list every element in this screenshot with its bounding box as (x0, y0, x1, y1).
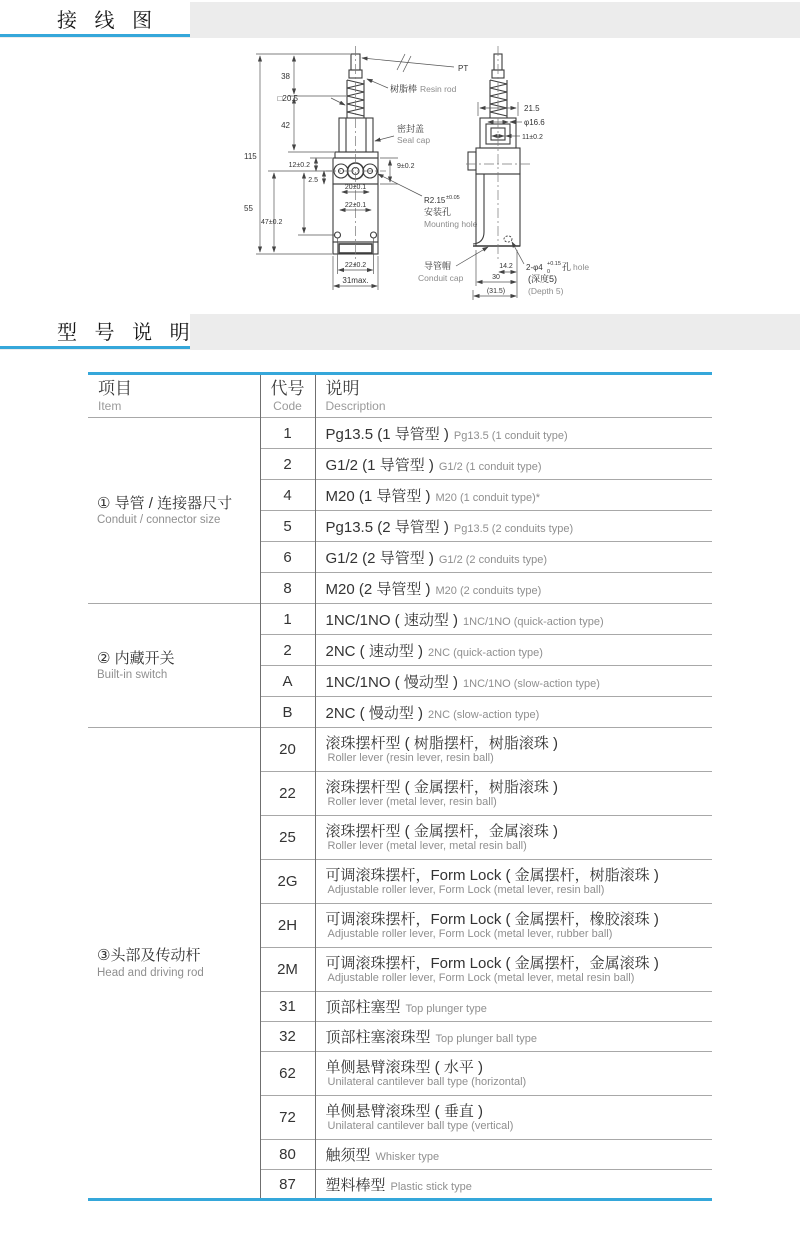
code-cell: 25 (260, 816, 315, 860)
dim-21-5: 21.5 (524, 104, 540, 113)
description-cell: 可调滚珠摆杆，Form Lock ( 金属摆杆，金属滚珠 ) Adjustable roller lever, Form Lock (metal lever, metal resin ball) (315, 948, 712, 992)
dim-20: 20±0.1 (344, 184, 367, 191)
code-cell: 72 (260, 1096, 315, 1140)
description-cell: 2NC ( 慢动型 ) 2NC (slow-action type) (315, 697, 712, 728)
dim-31max: 31max. (342, 276, 369, 285)
dim-2-5: 2.5 (308, 177, 318, 184)
dim-30: 30 (492, 274, 500, 281)
label-hole-prefix: 2-φ4 (526, 263, 543, 272)
description-cell: Pg13.5 (1 导管型 ) Pg13.5 (1 conduit type) (315, 418, 712, 449)
label-hole-en: hole (573, 262, 590, 272)
label-hole-depth-cn: (深度5) (528, 274, 557, 284)
label-seal-cap-cn: 密封盖 (397, 124, 425, 134)
code-cell: 31 (260, 992, 315, 1022)
table-row (88, 728, 712, 772)
dimension-drawing (240, 44, 760, 306)
dim-20-5-square: □20.5 (277, 94, 298, 103)
label-conduit-cn: 导管帽 (424, 261, 452, 271)
label-hole-sub: 0 (547, 269, 551, 275)
dim-42: 42 (281, 121, 290, 130)
description-cell: 塑料棒型 Plastic stick type (315, 1170, 712, 1200)
front-view-dimensions (244, 54, 418, 290)
dim-22-bottom: 22±0.2 (344, 262, 367, 269)
description-cell: 2NC ( 速动型 ) 2NC (quick-action type) (315, 635, 712, 666)
label-pt: PT (458, 64, 469, 73)
description-cell: M20 (2 导管型 ) M20 (2 conduits type) (315, 573, 712, 604)
section-header-wiring (0, 2, 800, 40)
header-description: 说明 Description (325, 379, 386, 413)
side-view-outline (466, 46, 532, 260)
description-cell: 顶部柱塞滚珠型 Top plunger ball type (315, 1022, 712, 1052)
section-title-box (0, 314, 196, 349)
label-hole-depth-en: (Depth 5) (528, 286, 564, 296)
group-conduit-size: ① 导管 / 连接器尺寸 Conduit / connector size (88, 418, 260, 604)
section2-title: 型 号 说 明 (57, 321, 196, 344)
label-mount-cn: 安装孔 (424, 207, 452, 217)
code-cell: 87 (260, 1170, 315, 1200)
header-item: 项目 Item (98, 379, 132, 413)
label-hole-sup: +0.15 (547, 261, 561, 267)
dim-55: 55 (244, 204, 253, 213)
label-mount-en: Mounting hole (424, 219, 478, 229)
description-cell: G1/2 (2 导管型 ) G1/2 (2 conduits type) (315, 542, 712, 573)
description-cell: 滚珠摆杆型 ( 树脂摆杆，树脂滚珠 ) Roller lever (resin lever, resin ball) (315, 728, 712, 772)
label-resin-rod-en: Resin rod (420, 84, 457, 94)
table-row (88, 604, 712, 635)
code-cell: 32 (260, 1022, 315, 1052)
code-cell: 80 (260, 1140, 315, 1170)
dim-38: 38 (281, 72, 290, 81)
group-head-driving-rod: ③头部及传动杆 Head and driving rod (88, 728, 260, 1200)
code-cell: 8 (260, 573, 315, 604)
dim-16-6: φ16.6 (524, 118, 545, 127)
code-cell: 1 (260, 604, 315, 635)
dim-22: 22±0.1 (344, 202, 367, 209)
description-cell: 单侧悬臂滚珠型 ( 水平 ) Unilateral cantilever ball type (horizontal) (315, 1052, 712, 1096)
code-cell: 22 (260, 772, 315, 816)
dim-115: 115 (244, 152, 257, 161)
dim-9: 9±0.2 (397, 163, 415, 170)
description-cell: 滚珠摆杆型 ( 金属摆杆，金属滚珠 ) Roller lever (metal lever, metal resin ball) (315, 816, 712, 860)
label-seal-cap-en: Seal cap (397, 135, 431, 145)
label-mount-tolerance: ±0.05 (446, 195, 460, 201)
dim-11: 11±0.2 (522, 134, 543, 141)
description-cell: 1NC/1NO ( 慢动型 ) 1NC/1NO (slow-action type) (315, 666, 712, 697)
dim-47: 47±0.2 (261, 219, 283, 226)
code-cell: A (260, 666, 315, 697)
code-cell: 1 (260, 418, 315, 449)
section-title-box (0, 2, 190, 37)
description-cell: 单侧悬臂滚珠型 ( 垂直 ) Unilateral cantilever ball type (vertical) (315, 1096, 712, 1140)
table-header-row (88, 374, 712, 418)
dim-31-5: (31.5) (486, 288, 506, 295)
model-code-table (88, 372, 712, 1201)
code-cell: B (260, 697, 315, 728)
dim-14-2: 14.2 (499, 263, 513, 270)
section1-title: 接 线 图 (57, 9, 159, 32)
code-cell: 2 (260, 635, 315, 666)
description-cell: 滚珠摆杆型 ( 金属摆杆，树脂滚珠 ) Roller lever (metal lever, resin ball) (315, 772, 712, 816)
table-row (88, 418, 712, 449)
header-code: 代号 Code (260, 374, 315, 418)
code-cell: 2 (260, 449, 315, 480)
description-cell: 1NC/1NO ( 速动型 ) 1NC/1NO (quick-action type) (315, 604, 712, 635)
code-cell: 5 (260, 511, 315, 542)
code-cell: 2M (260, 948, 315, 992)
section-header-model (0, 314, 800, 352)
label-mount-radius: R2.15 (424, 196, 446, 205)
description-cell: 可调滚珠摆杆，Form Lock ( 金属摆杆，橡胶滚珠 ) Adjustable roller lever, Form Lock (metal lever, rubber ball) (315, 904, 712, 948)
code-cell: 2G (260, 860, 315, 904)
description-cell: Pg13.5 (2 导管型 ) Pg13.5 (2 conduits type) (315, 511, 712, 542)
description-cell: 顶部柱塞型 Top plunger type (315, 992, 712, 1022)
datasheet-page (0, 2, 800, 1239)
description-cell: 触须型 Whisker type (315, 1140, 712, 1170)
front-view-outline (326, 46, 386, 266)
code-cell: 20 (260, 728, 315, 772)
front-view-callouts (362, 54, 488, 283)
code-cell: 6 (260, 542, 315, 573)
description-cell: G1/2 (1 导管型 ) G1/2 (1 conduit type) (315, 449, 712, 480)
code-cell: 62 (260, 1052, 315, 1096)
label-resin-rod-cn: 树脂棒 (390, 84, 418, 94)
description-cell: 可调滚珠摆杆，Form Lock ( 金属摆杆，树脂滚珠 ) Adjustable roller lever, Form Lock (metal lever, resin ball) (315, 860, 712, 904)
label-hole-cn: 孔 (562, 262, 572, 272)
dim-12: 12±0.2 (288, 162, 310, 169)
description-cell: M20 (1 导管型 ) M20 (1 conduit type)* (315, 480, 712, 511)
label-conduit-en: Conduit cap (418, 273, 464, 283)
dimension-figure (0, 40, 800, 312)
code-cell: 4 (260, 480, 315, 511)
group-built-in-switch: ② 内藏开关 Built-in switch (88, 604, 260, 728)
code-cell: 2H (260, 904, 315, 948)
